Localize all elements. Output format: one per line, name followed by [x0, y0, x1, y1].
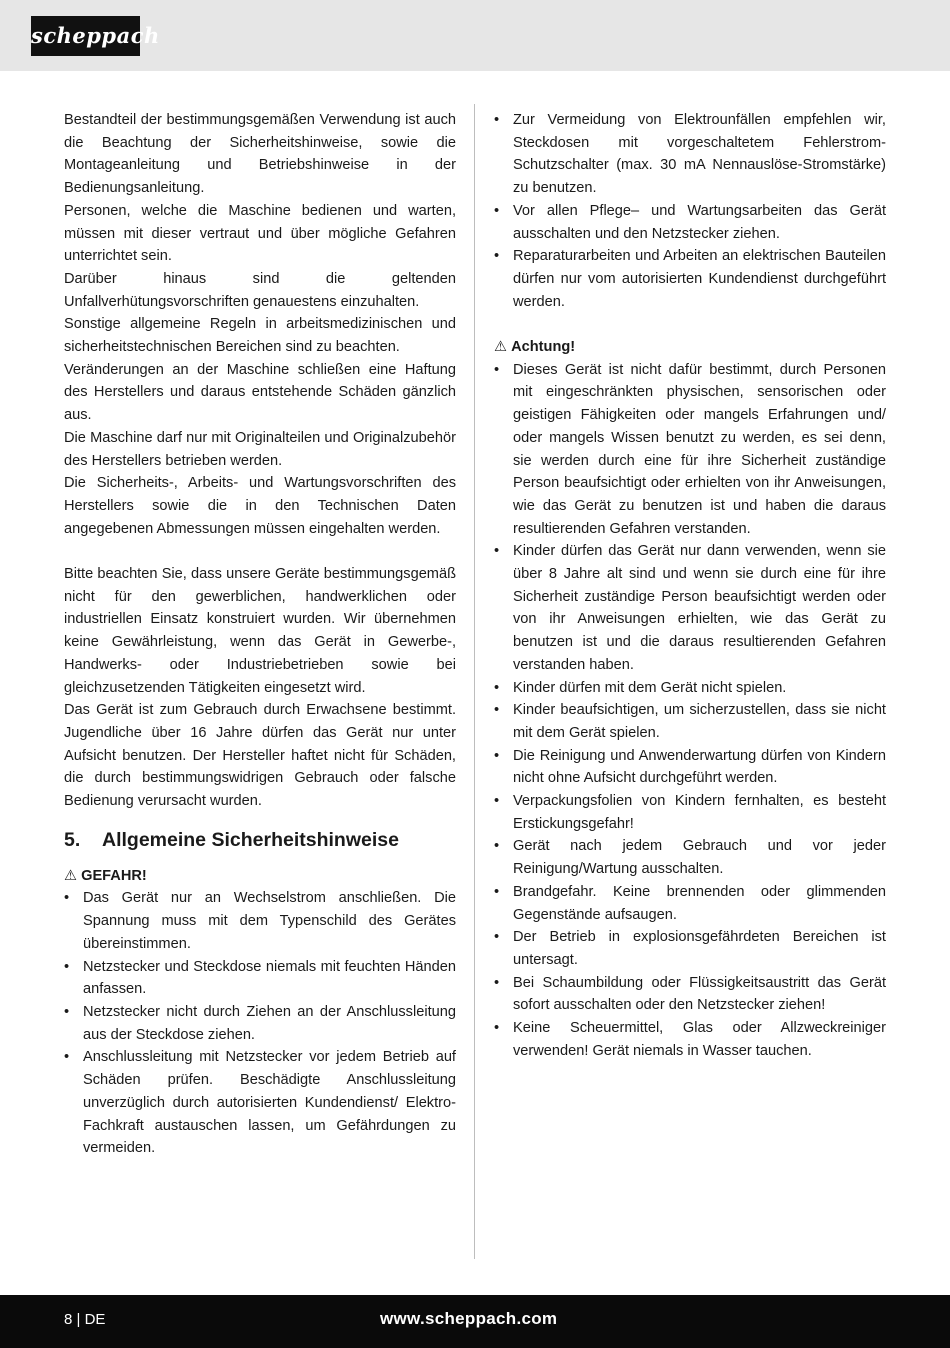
attention-list — [494, 359, 886, 1063]
paragraph: Bestandteil der bestimmungsgemäßen Verwendung ist auch die Beachtung der Sicherheitshinweise, sowie die Montageanleitung und Betriebshinweise in der Bedienungsanleitung. — [64, 112, 456, 197]
list-item: • Kinder dürfen mit dem Gerät nicht spielen. — [494, 677, 886, 700]
list-item: • Dieses Gerät ist nicht dafür bestimmt, durch Personen mit eingeschränkten physischen, sensorischen oder geistigen Fähigkeiten oder mangels Erfahrungen und/ oder mangels Wissen benutzt zu werden, es sei denn, sie werden durch eine für ihre Sicherheit zuständige Person beaufsichtigt oder erhielten von ihr Anweisungen, wie das Gerät zu benutzen ist und haben die daraus resultierenden Gefahren verstanden. — [494, 359, 886, 541]
paragraph: Die Maschine darf nur mit Originalteilen und Originalzubehör des Herstellers betrieben werden. — [64, 429, 456, 469]
list-item: • Verpackungsfolien von Kindern fernhalten, es besteht Erstickungsgefahr! — [494, 790, 886, 835]
paragraph: Sonstige allgemeine Regeln in arbeitsmedizinischen und sicherheitstechnischen Bereichen sind zu beachten. — [64, 316, 456, 356]
column-divider — [474, 104, 475, 1259]
list-item: • Kinder dürfen das Gerät nur dann verwenden, wenn sie über 8 Jahre alt sind und wenn sie durch eine für ihre Sicherheit zuständige Person beaufsichtigt werden oder von ihr Anweisungen erhielten, wie das Gerät zu benutzen ist und die daraus resultierenden Gefahren verstanden haben. — [494, 540, 886, 676]
paragraph: Darüber hinaus sind die geltenden Unfallverhütungsvorschriften genauestens einzuhalten. — [64, 270, 456, 310]
section-heading — [64, 827, 456, 853]
paragraph: Das Gerät ist zum Gebrauch durch Erwachsene bestimmt. Jugendliche über 16 Jahre dürfen das Gerät nur unter Aufsicht benutzen. Der Hersteller haftet nicht für Schäden, die durch bestimmungswidrigen Gebrauch oder falsche Bedienung verursacht wurden. — [64, 702, 456, 810]
list-item: • Bei Schaumbildung oder Flüssigkeitsaustritt das Gerät sofort ausschalten oder den Netzstecker ziehen! — [494, 972, 886, 1017]
attention-label: ⚠ Achtung! — [494, 339, 576, 356]
list-item: • Netzstecker und Steckdose niemals mit feuchten Händen anfassen. — [64, 956, 456, 1001]
paragraph: Die Sicherheits-, Arbeits- und Wartungsvorschriften des Herstellers sowie die in den Technischen Daten angegebenen Abmessungen müssen eingehalten werden. — [64, 475, 456, 537]
list-item: • Der Betrieb in explosionsgefährdeten Bereichen ist untersagt. — [494, 926, 886, 971]
section-title: Allgemeine Sicherheitshinweise — [102, 828, 399, 851]
safety-list — [494, 109, 886, 313]
warning-triangle-icon: ⚠ — [64, 867, 78, 884]
list-item: • Reparaturarbeiten und Arbeiten an elektrischen Bauteilen dürfen nur vom autorisierten Kundendienst durchgeführt werden. — [494, 245, 886, 313]
brand-logo: scheppach — [31, 16, 140, 56]
website-url: www.scheppach.com — [380, 1309, 558, 1328]
list-item: • Netzstecker nicht durch Ziehen an der Anschlussleitung aus der Steckdose ziehen. — [64, 1001, 456, 1046]
list-item: • Brandgefahr. Keine brennenden oder glimmenden Gegenstände aufsaugen. — [494, 881, 886, 926]
paragraph: Veränderungen an der Maschine schließen eine Haftung des Herstellers und daraus entstehende Schäden gänzlich aus. — [64, 361, 456, 424]
list-item: • Anschlussleitung mit Netzstecker vor jedem Betrieb auf Schäden prüfen. Beschädigte Anschlussleitung unverzüglich durch autorisierten Kundendienst/ Elektro-Fachkraft austauschen lassen, um Gefährdungen zu vermeiden. — [64, 1046, 456, 1160]
list-item: • Zur Vermeidung von Elektrounfällen empfehlen wir, Steckdosen mit vorgeschaltetem Fehlerstrom-Schutzschalter (max. 30 mA Nennauslöse-Stromstärke) zu benutzen. — [494, 109, 886, 200]
list-item: • Vor allen Pflege– und Wartungsarbeiten das Gerät ausschalten und den Netzstecker ziehen. — [494, 200, 886, 245]
list-item: • Das Gerät nur an Wechselstrom anschließen. Die Spannung muss mit dem Typenschild des Gerätes übereinstimmen. — [64, 887, 456, 955]
page-number: 8 | DE — [64, 1311, 106, 1328]
paragraph: Bitte beachten Sie, dass unsere Geräte bestimmungsgemäß nicht für den gewerblichen, handwerklichen oder industriellen Einsatz konstruiert wurden. Wir übernehmen keine Gewährleistung, wenn das Gerät in Gewerbe-, Handwerks- oder Industriebetrieben sowie bei gleichzusetzenden Tätigkeiten eingesetzt wird. — [64, 566, 456, 696]
page-footer — [0, 1295, 950, 1348]
paragraph: Personen, welche die Maschine bedienen und warten, müssen mit dieser vertraut und über mögliche Gefahren unterrichtet sein. — [64, 202, 456, 265]
page-header — [0, 0, 950, 71]
list-item: • Keine Scheuermittel, Glas oder Allzweckreiniger verwenden! Gerät niemals in Wasser tauchen. — [494, 1017, 886, 1062]
warning-triangle-icon: ⚠ — [494, 339, 508, 356]
left-column — [64, 109, 456, 1160]
list-item: • Die Reinigung und Anwenderwartung dürfen von Kindern nicht ohne Aufsicht durchgeführt werden. — [494, 745, 886, 790]
list-item: • Gerät nach jedem Gebrauch und vor jeder Reinigung/Wartung ausschalten. — [494, 835, 886, 880]
danger-list — [64, 887, 456, 1159]
danger-label: ⚠ GEFAHR! — [64, 867, 147, 884]
section-number: 5. — [64, 828, 81, 851]
right-column — [494, 109, 886, 1063]
list-item: • Kinder beaufsichtigen, um sicherzustellen, dass sie nicht mit dem Gerät spielen. — [494, 699, 886, 744]
